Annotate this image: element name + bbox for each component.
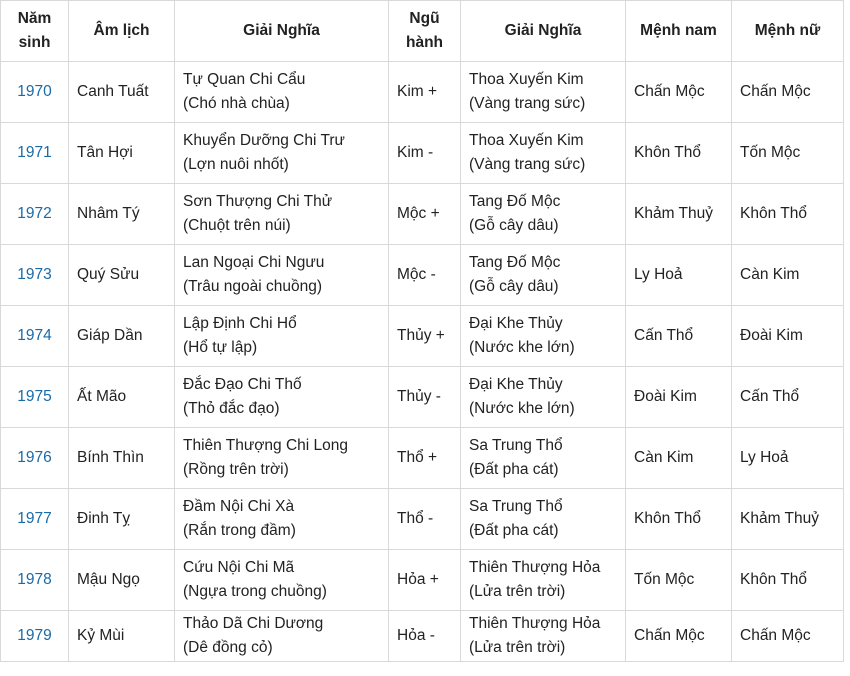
meaning-translation: (Thỏ đắc đạo): [183, 400, 280, 417]
element-cell: Mộc -: [389, 245, 461, 306]
female-destiny-cell: Ly Hoả: [732, 428, 844, 489]
header-lunar-year: Âm lịch: [69, 1, 175, 62]
meaning-cell: [175, 184, 389, 245]
element-meaning-cell: [461, 489, 626, 550]
year-cell: [1, 184, 69, 245]
meaning-cell: [175, 428, 389, 489]
table-row: [1, 245, 844, 306]
header-element-meaning: Giải Nghĩa: [461, 1, 626, 62]
male-destiny-cell: Khôn Thổ: [626, 123, 732, 184]
element-meaning-name: Thiên Thượng Hỏa: [469, 559, 601, 576]
header-row: [1, 1, 844, 62]
year-cell: [1, 428, 69, 489]
table-row: [1, 550, 844, 611]
lunar-year-cell: Quý Sửu: [69, 245, 175, 306]
meaning-name: Cứu Nội Chi Mã: [183, 559, 295, 576]
male-destiny-cell: Đoài Kim: [626, 367, 732, 428]
male-destiny-cell: Chấn Mộc: [626, 62, 732, 123]
header-male-destiny: Mệnh nam: [626, 1, 732, 62]
element-meaning-translation: (Gỗ cây dâu): [469, 217, 559, 234]
meaning-name: Thiên Thượng Chi Long: [183, 437, 349, 454]
meaning-translation: (Lợn nuôi nhốt): [183, 156, 289, 173]
element-meaning-cell: [461, 428, 626, 489]
element-meaning-translation: (Nước khe lớn): [469, 339, 575, 356]
year-link[interactable]: 1976: [17, 449, 52, 466]
element-meaning-name: Thiên Thượng Hỏa: [469, 615, 601, 632]
meaning-translation: (Dê đồng cỏ): [183, 639, 273, 656]
year-link[interactable]: 1979: [17, 627, 52, 644]
element-meaning-cell: [461, 611, 626, 662]
year-link[interactable]: 1972: [17, 205, 52, 222]
header-birth-year: Năm sinh: [1, 1, 69, 62]
element-meaning-name: Sa Trung Thổ: [469, 498, 563, 515]
meaning-translation: (Trâu ngoài chuồng): [183, 278, 323, 295]
element-cell: Thổ +: [389, 428, 461, 489]
element-meaning-name: Tang Đố Mộc: [469, 254, 561, 271]
table-row: [1, 184, 844, 245]
element-meaning-name: Tang Đố Mộc: [469, 193, 561, 210]
meaning-cell: [175, 367, 389, 428]
element-meaning-name: Đại Khe Thủy: [469, 376, 563, 393]
element-meaning-translation: (Gỗ cây dâu): [469, 278, 559, 295]
element-meaning-name: Thoa Xuyến Kim: [469, 132, 584, 149]
meaning-name: Thảo Dã Chi Dương: [183, 615, 324, 632]
male-destiny-cell: Càn Kim: [626, 428, 732, 489]
lunar-year-cell: Kỷ Mùi: [69, 611, 175, 662]
male-destiny-cell: Cấn Thổ: [626, 306, 732, 367]
element-meaning-cell: [461, 62, 626, 123]
header-element: Ngũ hành: [389, 1, 461, 62]
lunar-year-cell: Nhâm Tý: [69, 184, 175, 245]
table-row: [1, 489, 844, 550]
meaning-translation: (Rắn trong đầm): [183, 522, 296, 539]
male-destiny-cell: Tốn Mộc: [626, 550, 732, 611]
element-cell: Hỏa +: [389, 550, 461, 611]
element-meaning-cell: [461, 550, 626, 611]
year-cell: [1, 550, 69, 611]
year-cell: [1, 367, 69, 428]
meaning-translation: (Ngựa trong chuồng): [183, 583, 327, 600]
male-destiny-cell: Ly Hoả: [626, 245, 732, 306]
male-destiny-cell: Khôn Thổ: [626, 489, 732, 550]
meaning-name: Đầm Nội Chi Xà: [183, 498, 295, 515]
female-destiny-cell: Chấn Mộc: [732, 62, 844, 123]
meaning-translation: (Chuột trên núi): [183, 217, 291, 234]
table-row: [1, 611, 844, 662]
meaning-cell: [175, 245, 389, 306]
element-meaning-cell: [461, 367, 626, 428]
meaning-translation: (Chó nhà chùa): [183, 95, 290, 112]
female-destiny-cell: Khôn Thổ: [732, 550, 844, 611]
header-female-destiny: Mệnh nữ: [732, 1, 844, 62]
element-cell: Thủy +: [389, 306, 461, 367]
meaning-translation: (Rồng trên trời): [183, 461, 289, 478]
header-meaning: Giải Nghĩa: [175, 1, 389, 62]
element-cell: Thủy -: [389, 367, 461, 428]
female-destiny-cell: Khảm Thuỷ: [732, 489, 844, 550]
female-destiny-cell: Càn Kim: [732, 245, 844, 306]
element-meaning-cell: [461, 245, 626, 306]
element-cell: Thổ -: [389, 489, 461, 550]
element-meaning-cell: [461, 306, 626, 367]
meaning-cell: [175, 611, 389, 662]
element-meaning-name: Sa Trung Thổ: [469, 437, 563, 454]
meaning-cell: [175, 306, 389, 367]
element-meaning-translation: (Vàng trang sức): [469, 156, 586, 173]
female-destiny-cell: Cấn Thổ: [732, 367, 844, 428]
lunar-year-cell: Tân Hợi: [69, 123, 175, 184]
year-cell: [1, 489, 69, 550]
meaning-cell: [175, 123, 389, 184]
element-meaning-cell: [461, 123, 626, 184]
year-link[interactable]: 1978: [17, 571, 52, 588]
meaning-translation: (Hổ tự lập): [183, 339, 258, 356]
year-cell: [1, 245, 69, 306]
meaning-cell: [175, 489, 389, 550]
year-cell: [1, 123, 69, 184]
lunar-year-cell: Canh Tuất: [69, 62, 175, 123]
year-link[interactable]: 1975: [17, 388, 52, 405]
element-meaning-translation: (Vàng trang sức): [469, 95, 586, 112]
year-link[interactable]: 1977: [17, 510, 52, 527]
element-cell: Kim +: [389, 62, 461, 123]
meaning-name: Lập Định Chi Hổ: [183, 315, 297, 332]
element-cell: Kim -: [389, 123, 461, 184]
year-link[interactable]: 1973: [17, 266, 52, 283]
element-cell: Hỏa -: [389, 611, 461, 662]
male-destiny-cell: Khảm Thuỷ: [626, 184, 732, 245]
female-destiny-cell: Chấn Mộc: [732, 611, 844, 662]
element-meaning-translation: (Đất pha cát): [469, 461, 559, 478]
element-meaning-translation: (Lửa trên trời): [469, 583, 566, 600]
table-row: [1, 123, 844, 184]
lunar-year-cell: Giáp Dần: [69, 306, 175, 367]
element-meaning-name: Thoa Xuyến Kim: [469, 71, 584, 88]
element-cell: Mộc +: [389, 184, 461, 245]
year-link[interactable]: 1971: [17, 144, 52, 161]
element-meaning-cell: [461, 184, 626, 245]
element-meaning-translation: (Nước khe lớn): [469, 400, 575, 417]
year-cell: [1, 611, 69, 662]
lunar-year-cell: Bính Thìn: [69, 428, 175, 489]
year-cell: [1, 62, 69, 123]
table-row: [1, 306, 844, 367]
meaning-name: Tự Quan Chi Cẩu: [183, 71, 306, 88]
meaning-name: Khuyển Dưỡng Chi Trư: [183, 132, 345, 149]
female-destiny-cell: Đoài Kim: [732, 306, 844, 367]
meaning-name: Lan Ngoại Chi Ngưu: [183, 254, 325, 271]
male-destiny-cell: Chấn Mộc: [626, 611, 732, 662]
element-meaning-translation: (Đất pha cát): [469, 522, 559, 539]
year-link[interactable]: 1974: [17, 327, 52, 344]
meaning-name: Sơn Thượng Chi Thử: [183, 193, 333, 210]
table-row: [1, 428, 844, 489]
year-link[interactable]: 1970: [17, 83, 52, 100]
female-destiny-cell: Tốn Mộc: [732, 123, 844, 184]
table-row: [1, 367, 844, 428]
meaning-cell: [175, 550, 389, 611]
year-cell: [1, 306, 69, 367]
lunar-year-cell: Mậu Ngọ: [69, 550, 175, 611]
table-row: [1, 62, 844, 123]
lunar-year-cell: Ất Mão: [69, 367, 175, 428]
meaning-name: Đắc Đạo Chi Thố: [183, 376, 302, 393]
element-meaning-translation: (Lửa trên trời): [469, 639, 566, 656]
element-meaning-name: Đại Khe Thủy: [469, 315, 563, 332]
female-destiny-cell: Khôn Thổ: [732, 184, 844, 245]
meaning-cell: [175, 62, 389, 123]
lunar-year-cell: Đinh Tỵ: [69, 489, 175, 550]
